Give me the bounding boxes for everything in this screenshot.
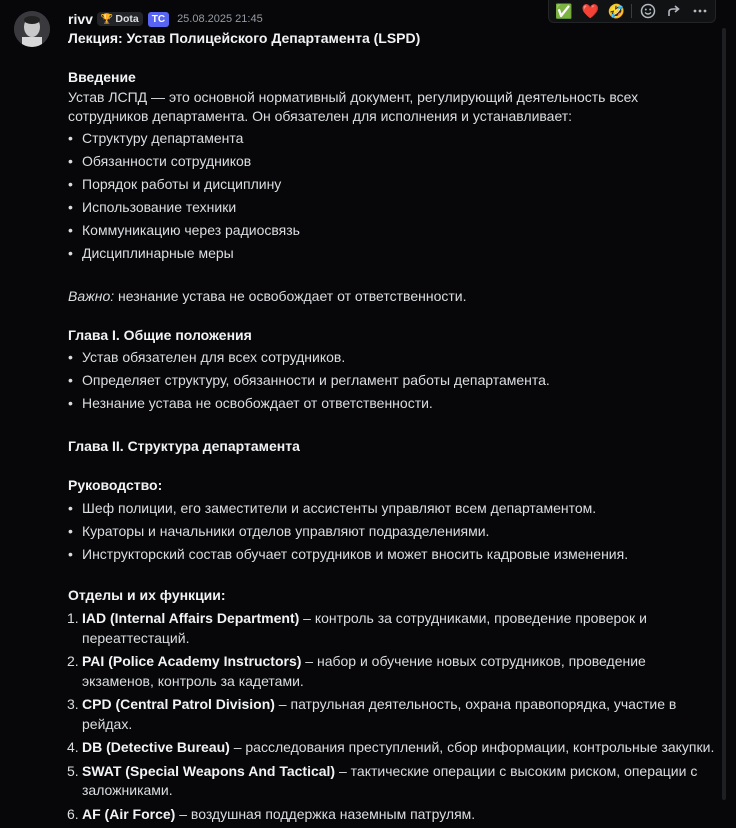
intro-heading: Введение (68, 69, 136, 85)
important-label: Важно: (68, 288, 115, 304)
add-reaction-icon[interactable] (637, 1, 659, 21)
scrollbar[interactable] (722, 28, 726, 800)
message-toolbar (548, 0, 716, 23)
list-item: • Использование техники (68, 198, 718, 221)
list-item: • Дисциплинарные меры (68, 244, 718, 267)
list-item: • Коммуникацию через радиосвязь (68, 221, 718, 244)
chapter2-heading: Глава II. Структура департамента (68, 438, 300, 454)
lecture-title: Лекция: Устав Полицейского Департамента (LSPD) (68, 30, 421, 46)
list-item: • Кураторы и начальники отделов управляют подразделениями. (68, 522, 718, 545)
departments-list (68, 609, 718, 824)
chapter1-list (68, 348, 718, 417)
intro-text: Устав ЛСПД — это основной нормативный документ, регулирующий деятельность всех сотрудников департамента. Он обязателен для исполнения и устанавливает: (68, 88, 639, 124)
more-options-icon[interactable] (689, 1, 711, 21)
role-tag[interactable]: TC (148, 12, 169, 27)
guild-tag-label: Dota (115, 13, 139, 25)
list-item: • Незнание устава не освобождает от ответственности. (68, 394, 718, 417)
list-item: • Порядок работы и дисциплину (68, 175, 718, 198)
list-item: • Определяет структуру, обязанности и регламент работы департамента. (68, 371, 718, 394)
reaction-check-icon[interactable]: ✅ (555, 2, 573, 19)
important-note (68, 287, 718, 307)
forward-icon[interactable] (663, 1, 685, 21)
list-item: • Структуру департамента (68, 129, 718, 152)
department-item: 2. PAI (Police Academy Instructors) – набор и обучение новых сотрудников, проведение экзаменов, контроль за кадетами. (67, 653, 646, 689)
avatar[interactable] (14, 11, 50, 47)
department-item: 6. AF (Air Force) – воздушная поддержка наземным патрулям. (67, 805, 476, 822)
chapter1-heading: Глава I. Общие положения (68, 327, 252, 343)
department-item: 3. CPD (Central Patrol Division) – патрульная деятельность, охрана правопорядка, участие в рейдах. (67, 696, 677, 732)
guild-tag[interactable] (97, 12, 143, 26)
list-item: • Обязанности сотрудников (68, 152, 718, 175)
leadership-list (68, 499, 718, 568)
department-item: 5. SWAT (Special Weapons And Tactical) – тактические операции с высоким риском, операции с заложниками. (67, 762, 698, 798)
timestamp[interactable]: 25.08.2025 21:45 (177, 13, 263, 25)
leadership-heading: Руководство: (68, 477, 163, 493)
toolbar-divider (631, 4, 632, 18)
list-item: • Инструкторский состав обучает сотрудников и может вносить кадровые изменения. (68, 545, 718, 568)
list-item: • Устав обязателен для всех сотрудников. (68, 348, 718, 371)
trophy-icon: 🏆 (100, 13, 114, 25)
department-item: 1. IAD (Internal Affairs Department) – контроль за сотрудниками, проведение проверок и переаттестаций. (67, 610, 647, 646)
reaction-heart-icon[interactable]: ❤️ (581, 2, 599, 19)
departments-heading: Отделы и их функции: (68, 587, 226, 603)
department-item: 4. DB (Detective Bureau) – расследования преступлений, сбор информации, контрольные закупки. (67, 739, 715, 755)
username[interactable]: rivv (68, 11, 93, 27)
important-text: незнание устава не освобождает от ответственности. (114, 288, 467, 304)
list-item: • Шеф полиции, его заместители и ассистенты управляют всем департаментом. (68, 499, 718, 522)
intro-list (68, 129, 718, 267)
reaction-laugh-icon[interactable]: 🤣 (607, 2, 626, 19)
message-header (68, 9, 263, 29)
